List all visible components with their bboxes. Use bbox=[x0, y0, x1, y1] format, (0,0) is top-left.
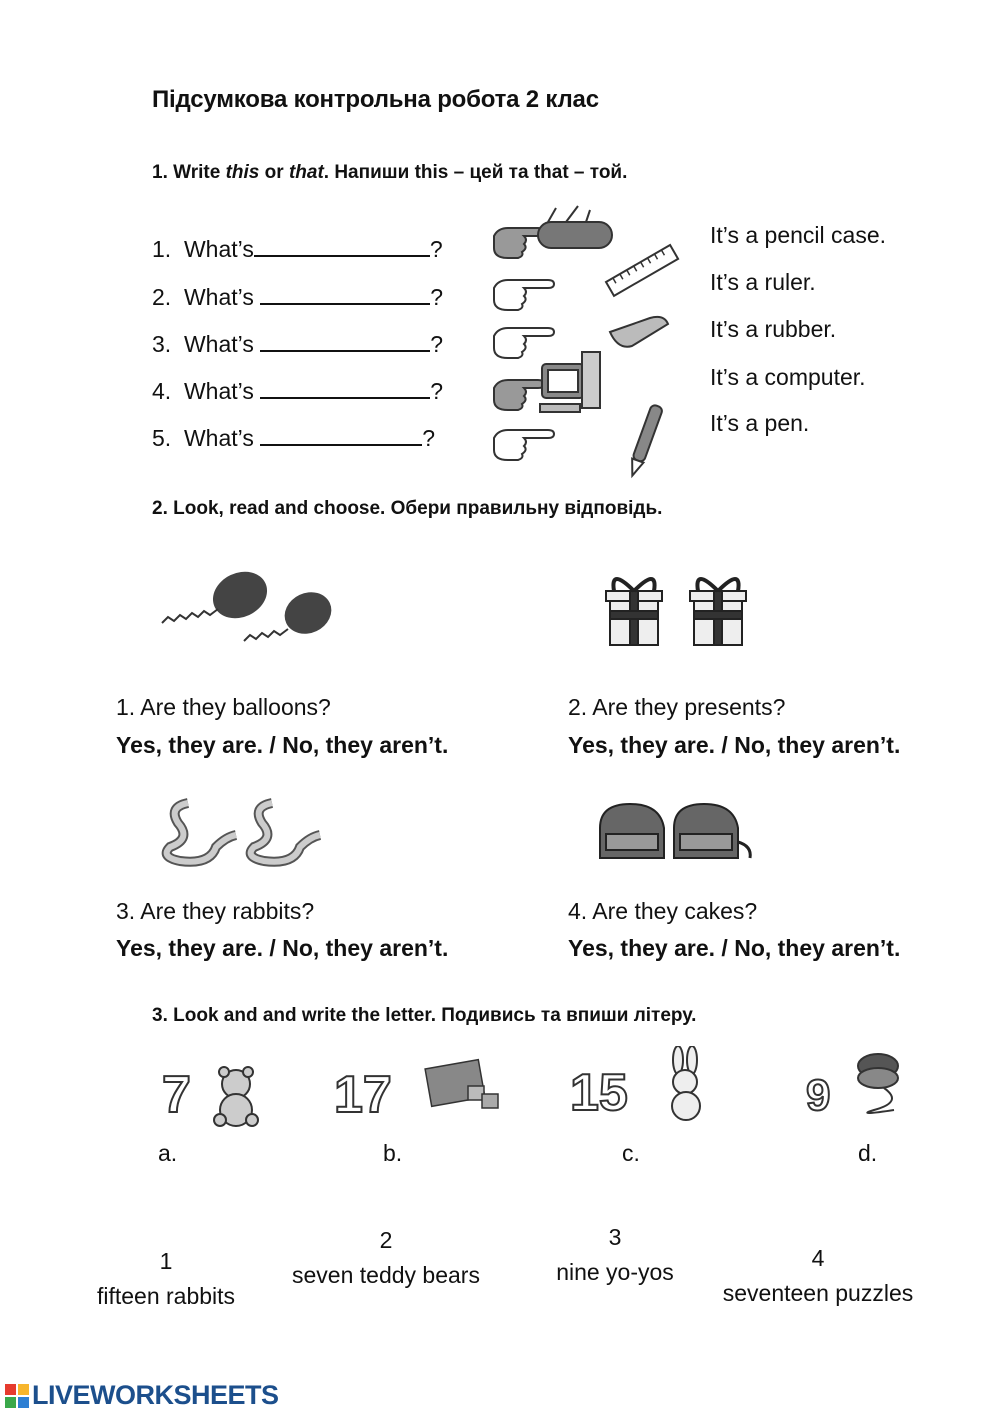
question-number: 4. bbox=[152, 378, 172, 404]
section-1-word-this: this bbox=[225, 162, 260, 183]
snakes-icon bbox=[160, 795, 335, 870]
section-1-word-write: Write bbox=[173, 162, 221, 183]
computer-icon bbox=[540, 352, 600, 412]
question-mark: ? bbox=[430, 331, 444, 357]
option-1 bbox=[66, 1248, 266, 1310]
section-1-illustrations bbox=[486, 204, 686, 484]
picture-b-letter: b. bbox=[383, 1140, 403, 1166]
choice-presents[interactable]: Yes, they are. / No, they aren’t. bbox=[568, 732, 901, 758]
question-text: What’s bbox=[183, 284, 254, 310]
section-1-heading bbox=[152, 162, 627, 184]
picture-b-number: 17 bbox=[334, 1066, 392, 1124]
choice-rabbits[interactable]: Yes, they are. / No, they aren’t. bbox=[116, 935, 449, 961]
option-2 bbox=[266, 1227, 506, 1289]
section-1-instruction: . Напиши this – цей та that – той. bbox=[323, 162, 628, 183]
bags-icon bbox=[592, 798, 757, 868]
picture-a bbox=[160, 1060, 270, 1130]
question-rabbits: 3. Are they rabbits? bbox=[116, 898, 315, 924]
option-2-text: seven teddy bears bbox=[292, 1262, 480, 1288]
section-1-number: 1. bbox=[152, 162, 168, 183]
pen-icon bbox=[627, 404, 664, 478]
picture-a-letter: a. bbox=[158, 1140, 178, 1166]
answer-blank-3[interactable] bbox=[260, 328, 430, 352]
option-3-number: 3 bbox=[608, 1224, 622, 1250]
pointing-hand-icon bbox=[494, 328, 554, 358]
question-3 bbox=[152, 328, 443, 358]
rubber-icon bbox=[610, 317, 668, 347]
question-4 bbox=[152, 375, 443, 405]
picture-c bbox=[568, 1046, 728, 1126]
question-number: 3. bbox=[152, 331, 172, 357]
question-text: What’s bbox=[183, 236, 254, 262]
presents-icon bbox=[602, 565, 762, 655]
question-5 bbox=[152, 422, 435, 452]
choice-cakes[interactable]: Yes, they are. / No, they aren’t. bbox=[568, 935, 901, 961]
section-3-heading: 3. Look and and write the letter. Подивись та впиши літеру. bbox=[152, 1005, 697, 1026]
pointing-hand-icon bbox=[494, 280, 554, 310]
option-2-number: 2 bbox=[379, 1227, 393, 1253]
answer-blank-2[interactable] bbox=[260, 281, 430, 305]
picture-a-number: 7 bbox=[162, 1066, 191, 1124]
picture-d bbox=[804, 1050, 924, 1122]
answer-option-5: It’s a pen. bbox=[710, 410, 810, 436]
option-3 bbox=[520, 1224, 710, 1286]
liveworksheets-logo[interactable] bbox=[4, 1380, 279, 1411]
rabbit-icon bbox=[568, 1046, 728, 1126]
option-3-text: nine yo-yos bbox=[556, 1259, 674, 1285]
picture-d-number: 9 bbox=[806, 1071, 831, 1120]
option-1-text: fifteen rabbits bbox=[96, 1283, 236, 1309]
question-balloons: 1. Are they balloons? bbox=[116, 694, 331, 720]
question-2 bbox=[152, 281, 443, 311]
section-1-word-or: or bbox=[264, 162, 284, 183]
question-mark: ? bbox=[422, 425, 436, 451]
answer-blank-5[interactable] bbox=[260, 422, 422, 446]
question-mark: ? bbox=[430, 378, 444, 404]
pointing-hand-icon bbox=[494, 380, 544, 410]
liveworksheets-logo-icon bbox=[4, 1383, 30, 1409]
picture-b bbox=[332, 1058, 507, 1130]
question-text: What’s bbox=[183, 425, 254, 451]
answer-blank-4[interactable] bbox=[260, 375, 430, 399]
pencil-case-icon bbox=[538, 206, 612, 248]
picture-c-number: 15 bbox=[570, 1064, 628, 1122]
answer-option-1: It’s a pencil case. bbox=[710, 222, 887, 248]
option-4 bbox=[696, 1245, 940, 1307]
question-1 bbox=[152, 233, 443, 263]
question-presents: 2. Are they presents? bbox=[568, 694, 786, 720]
puzzle-icon bbox=[332, 1058, 507, 1130]
option-4-number: 4 bbox=[811, 1245, 825, 1271]
question-text: What’s bbox=[183, 378, 254, 404]
option-1-number: 1 bbox=[159, 1248, 173, 1274]
teddy-bear-icon bbox=[160, 1060, 270, 1130]
section-2-heading: 2. Look, read and choose. Обери правильну відповідь. bbox=[152, 498, 663, 519]
question-number: 2. bbox=[152, 284, 172, 310]
picture-d-letter: d. bbox=[858, 1140, 878, 1166]
choice-balloons[interactable]: Yes, they are. / No, they aren’t. bbox=[116, 732, 449, 758]
question-mark: ? bbox=[430, 284, 444, 310]
question-text: What’s bbox=[183, 331, 254, 357]
ruler-icon bbox=[606, 245, 678, 296]
answer-option-2: It’s a ruler. bbox=[710, 269, 816, 295]
picture-c-letter: c. bbox=[622, 1140, 640, 1166]
answer-blank-1[interactable] bbox=[254, 233, 430, 257]
answer-option-4: It’s a computer. bbox=[710, 364, 866, 390]
question-number: 1. bbox=[152, 236, 172, 262]
pointing-hand-icon bbox=[494, 228, 544, 258]
section-1-word-that: that bbox=[288, 162, 324, 183]
yo-yo-icon bbox=[804, 1050, 924, 1122]
question-number: 5. bbox=[152, 425, 172, 451]
answer-option-3: It’s a rubber. bbox=[710, 316, 837, 342]
balloons-icon bbox=[150, 565, 340, 655]
option-4-text: seventeen puzzles bbox=[722, 1280, 914, 1306]
pointing-hand-icon bbox=[494, 430, 554, 460]
page-title: Підсумкова контрольна робота 2 клас bbox=[152, 86, 599, 113]
question-cakes: 4. Are they cakes? bbox=[568, 898, 758, 924]
question-mark: ? bbox=[429, 236, 443, 262]
liveworksheets-logo-text: LIVEWORKSHEETS bbox=[32, 1380, 279, 1410]
